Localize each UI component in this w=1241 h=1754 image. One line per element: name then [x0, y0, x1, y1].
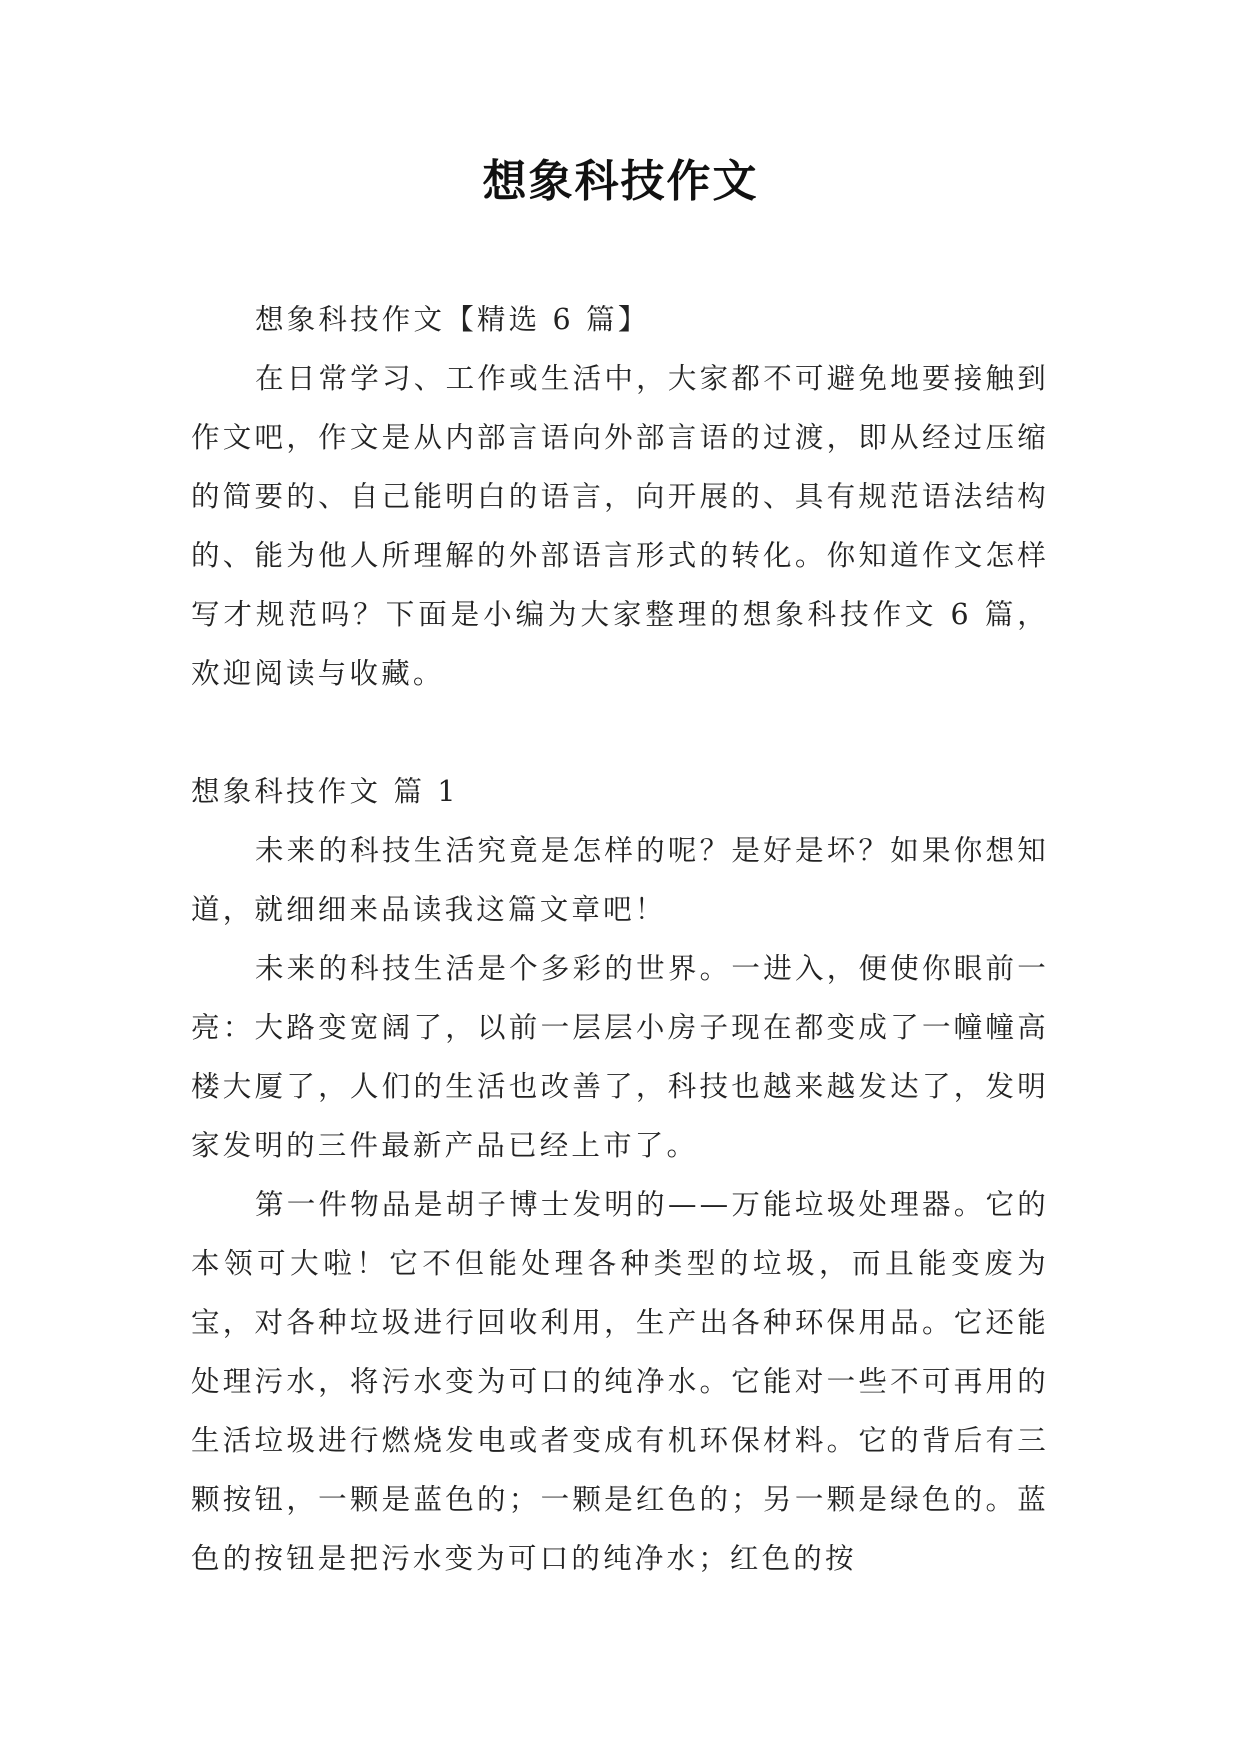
body-paragraph: 未来的科技生活究竟是怎样的呢？是好是坏？如果你想知道，就细细来品读我这篇文章吧！	[191, 834, 1049, 926]
intro-paragraph: 在日常学习、工作或生活中，大家都不可避免地要接触到作文吧，作文是从内部言语向外部言语的过渡，即从经过压缩的简要的、自己能明白的语言，向开展的、具有规范语法结构的、能为他人所理解的外部语言形式的转化。你知道作文怎样写才规范吗？下面是小编为大家整理的想象科技作文 6 篇，欢迎阅读与收藏。	[191, 362, 1049, 690]
document-title: 想象科技作文	[482, 156, 759, 207]
body-paragraph: 未来的科技生活是个多彩的世界。一进入，便使你眼前一亮：大路变宽阔了，以前一层层小房子现在都变成了一幢幢高楼大厦了，人们的生活也改善了，科技也越来越发达了，发明家发明的三件最新产品已经上市了。	[191, 952, 1049, 1162]
section-heading: 想象科技作文 篇 1	[191, 775, 459, 808]
body-paragraph: 第一件物品是胡子博士发明的——万能垃圾处理器。它的本领可大啦！它不但能处理各种类型的垃圾，而且能变废为宝，对各种垃圾进行回收利用，生产出各种环保用品。它还能处理污水，将污水变为可口的纯净水。它能对一些不可再用的生活垃圾进行燃烧发电或者变成有机环保材料。它的背后有三颗按钮，一颗是蓝色的；一颗是红色的；另一颗是绿色的。蓝色的按钮是把污水变为可口的纯净水；红色的按	[191, 1188, 1049, 1575]
document-body	[191, 290, 1049, 1588]
subtitle-line: 想象科技作文【精选 6 篇】	[255, 303, 650, 336]
